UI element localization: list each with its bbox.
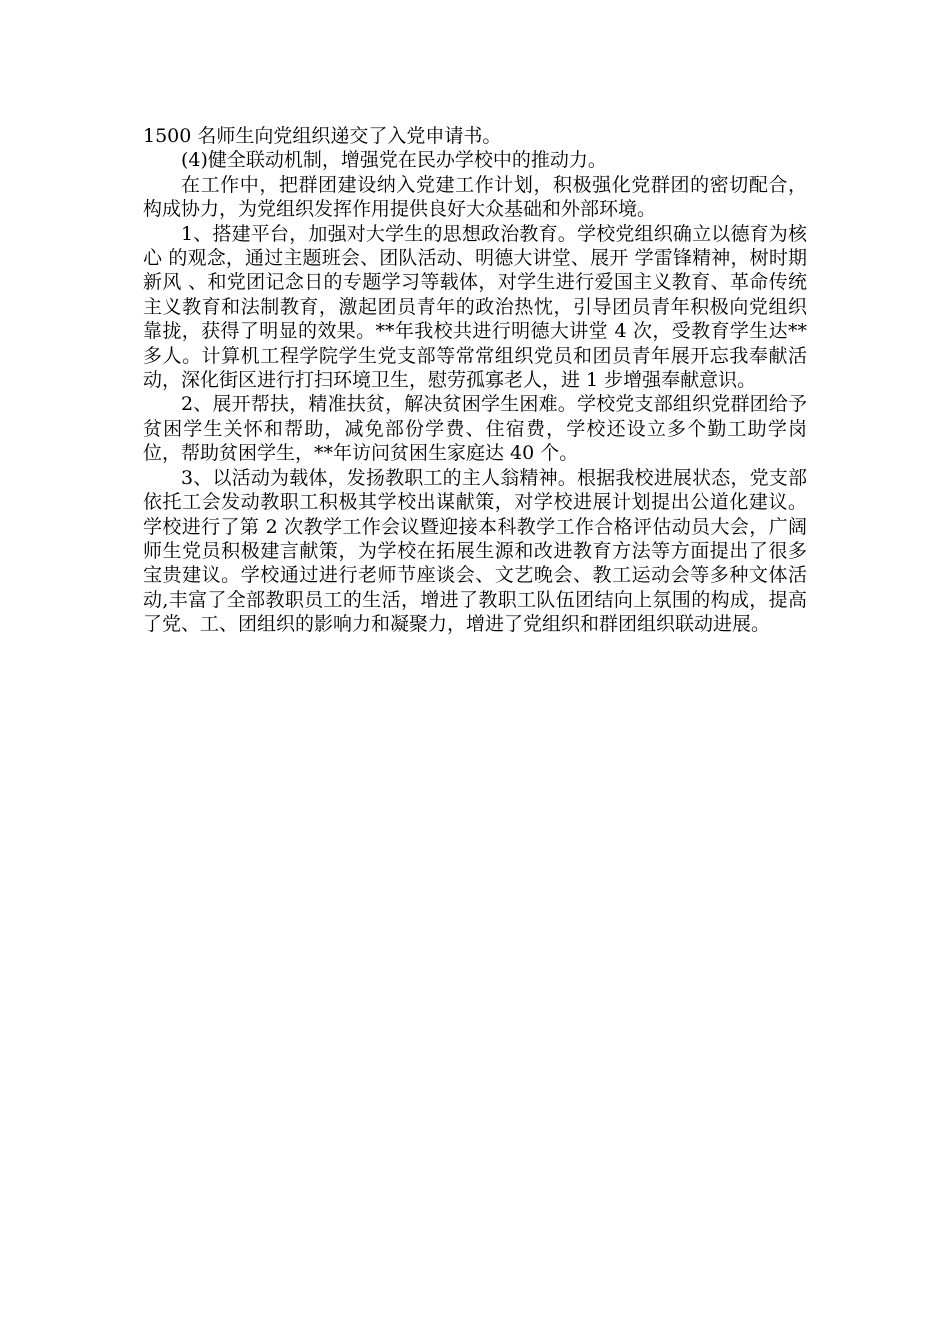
paragraph-item-1: 1、搭建平台，加强对大学生的思想政治教育。学校党组织确立以德育为核心 的观念，通过主题班会、团队活动、明德大讲堂、展开 学雷锋精神，树时期新风 、和党团记念日的专题学习等载体，对学生进行爱国主义教育、革命传统主义教育和法制教育，激起团员青年的政治热忱，引导团员青年积极向党组织靠拢，获得了明显的效果。**年我校共进行明德大讲堂 4 次，受教育学生达**多人。计算机工程学院学生党支部等常常组织党员和团员青年展开忘我奉献活动，深化街区进行打扫环境卫生，慰劳孤寡老人，进 1 步增强奉献意识。 <box>143 222 807 392</box>
paragraph-item-3: 3、以活动为载体，发扬教职工的主人翁精神。根据我校进展状态，党支部依托工会发动教职工积极其学校出谋献策，对学校进展计划提出公道化建议。学校进行了第 2 次教学工作会议暨迎接本科教学工作合格评估动员大会，广阔师生党员积极建言献策，为学校在拓展生源和改进教育方法等方面提出了很多宝贵建议。学校通过进行老师节座谈会、文艺晚会、教工运动会等多种文体活动,丰富了全部教职员工的生活，增进了教职工队伍团结向上氛围的构成，提高了党、工、团组织的影响力和凝聚力，增进了党组织和群团组织联动进展。 <box>143 466 807 636</box>
paragraph-intro: 在工作中，把群团建设纳入党建工作计划，积极强化党群团的密切配合，构成协力，为党组织发挥作用提供良好大众基础和外部环境。 <box>143 173 807 221</box>
paragraph-continuation: 1500 名师生向党组织递交了入党申请书。 <box>143 125 502 147</box>
document-body <box>143 124 807 637</box>
paragraph-section-heading: (4)健全联动机制，增强党在民办学校中的推动力。 <box>181 149 607 172</box>
paragraph-item-2: 2、展开帮扶，精准扶贫，解决贫困学生困难。学校党支部组织党群团给予贫困学生关怀和帮助，减免部份学费、住宿费，学校还设立多个勤工助学岗位，帮助贫困学生，**年访问贫困生家庭达 40 个。 <box>143 393 807 465</box>
